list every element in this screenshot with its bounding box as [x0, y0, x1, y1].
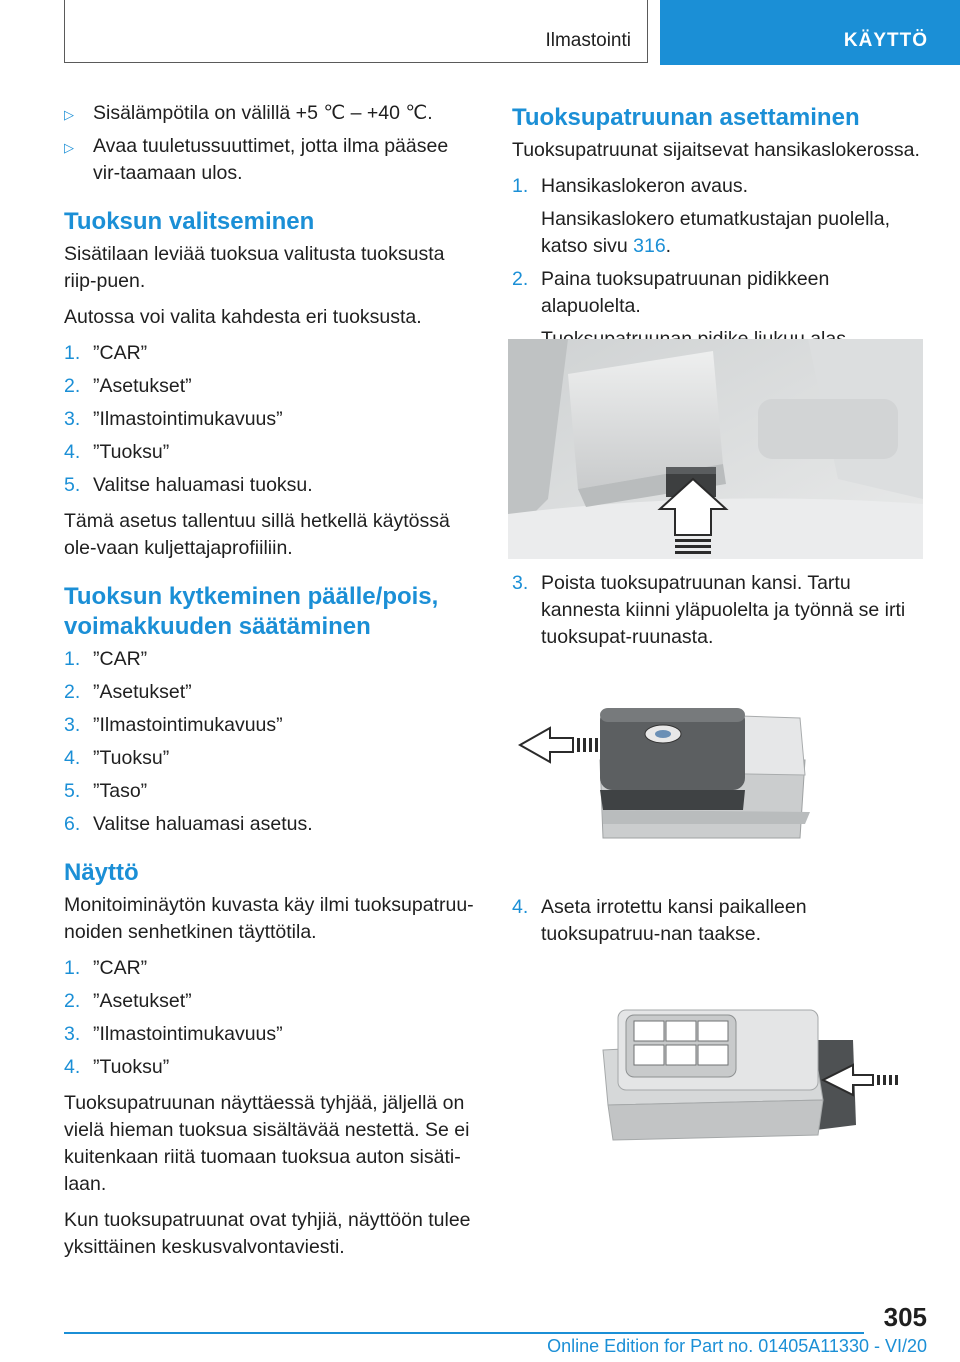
- list-item: 1. ”CAR”: [64, 342, 148, 364]
- paragraph: Sisätilaan leviää tuoksua valitusta tuoksusta riip-puen.: [64, 243, 445, 292]
- list-item: 1. Hansikaslokeron avaus. Hansikaslokero etumatkustajan puolella, katso sivu 316.: [512, 175, 891, 257]
- list-item: 5. Valitse haluamasi tuoksu.: [64, 474, 313, 496]
- list-item: 5. ”Taso”: [64, 780, 148, 802]
- page-number: 305: [883, 1302, 927, 1332]
- right-column-step4: [512, 894, 930, 957]
- list-item: 2. ”Asetukset”: [64, 681, 192, 703]
- paragraph: Monitoiminäytön kuvasta käy ilmi tuoksupatruu-noiden senhetkinen täyttötila.: [64, 894, 474, 943]
- header-frame: [64, 0, 648, 63]
- list-item: 1. ”CAR”: [64, 648, 148, 670]
- step-list: [512, 570, 930, 651]
- list-item: 3. ”Ilmastointimukavuus”: [64, 1023, 283, 1045]
- page-link[interactable]: 316: [633, 235, 666, 257]
- step-list: [512, 173, 930, 353]
- paragraph: Kun tuoksupatruunat ovat tyhjiä, näyttöön tulee yksittäinen keskusvalvontaviesti.: [64, 1209, 471, 1258]
- list-item: 4. ”Tuoksu”: [64, 747, 170, 769]
- header-section-title: Ilmastointi: [545, 30, 631, 51]
- remove-cover-illustration: [515, 700, 825, 840]
- list-item: 3. ”Ilmastointimukavuus”: [64, 408, 283, 430]
- list-item: 1. ”CAR”: [64, 957, 148, 979]
- attach-cover-illustration: [598, 1005, 918, 1150]
- list-item: ▷ Sisälämpötila on välillä +5 ℃ – +40 ℃.: [64, 100, 480, 127]
- footer-edition: Online Edition for Part no. 01405A11330 - VI/20: [547, 1336, 927, 1356]
- step-list: [512, 894, 930, 948]
- left-column: [64, 100, 480, 1270]
- paragraph: Tuoksupatruunat sijaitsevat hansikaslokerossa.: [512, 139, 920, 161]
- header-chapter-label: KÄYTTÖ: [843, 30, 928, 51]
- paragraph: Autossa voi valita kahdesta eri tuoksusta.: [64, 306, 422, 328]
- right-column: [512, 100, 930, 362]
- list-item: 3. ”Ilmastointimukavuus”: [64, 714, 283, 736]
- section-title-fragrance-onoff: Tuoksun kytkeminen päälle/pois, voimakkuuden säätäminen: [64, 583, 439, 640]
- list-item: 2. ”Asetukset”: [64, 375, 192, 397]
- header-chapter-tab[interactable]: [660, 0, 960, 65]
- paragraph: Tuoksupatruunan näyttäessä tyhjää, jäljellä on vielä hieman tuoksua sisältävää nestettä. Se ei kuitenkaan riitä tuomaan tuoksua auton sisäti-laan.: [64, 1092, 470, 1195]
- right-column-step3: [512, 570, 930, 660]
- footer-divider: [64, 1332, 864, 1334]
- section-title-display: Näyttö: [64, 859, 139, 886]
- list-item: ▷ Avaa tuuletussuuttimet, jotta ilma pääsee vir-taamaan ulos.: [64, 135, 449, 184]
- bullet-list: [64, 100, 480, 187]
- triangle-bullet-icon: ▷: [64, 140, 74, 155]
- list-item: 2. Paina tuoksupatruunan pidikkeen alapuolelta.: [512, 268, 830, 317]
- glovebox-photo: [508, 339, 923, 559]
- list-item: 4. ”Tuoksu”: [64, 1056, 170, 1078]
- step-list: [64, 340, 480, 499]
- list-item: 4. ”Tuoksu”: [64, 441, 170, 463]
- step-list: [64, 955, 480, 1081]
- list-item: 2. ”Asetukset”: [64, 990, 192, 1012]
- section-title-insert-cartridge: Tuoksupatruunan asettaminen: [512, 104, 860, 131]
- triangle-bullet-icon: ▷: [64, 107, 74, 122]
- list-item: 6. Valitse haluamasi asetus.: [64, 813, 313, 835]
- list-item: 3. Poista tuoksupatruunan kansi. Tartu kannesta kiinni yläpuolelta ja työnnä se irti tuoksupat-ruunasta.: [512, 572, 906, 648]
- section-title-fragrance-select: Tuoksun valitseminen: [64, 208, 315, 235]
- paragraph: Tämä asetus tallentuu sillä hetkellä käytössä ole-vaan kuljettajaprofiiliin.: [64, 510, 450, 559]
- step-list: [64, 646, 480, 838]
- list-item: 4. Aseta irrotettu kansi paikalleen tuoksupatruu-nan taakse.: [512, 896, 807, 945]
